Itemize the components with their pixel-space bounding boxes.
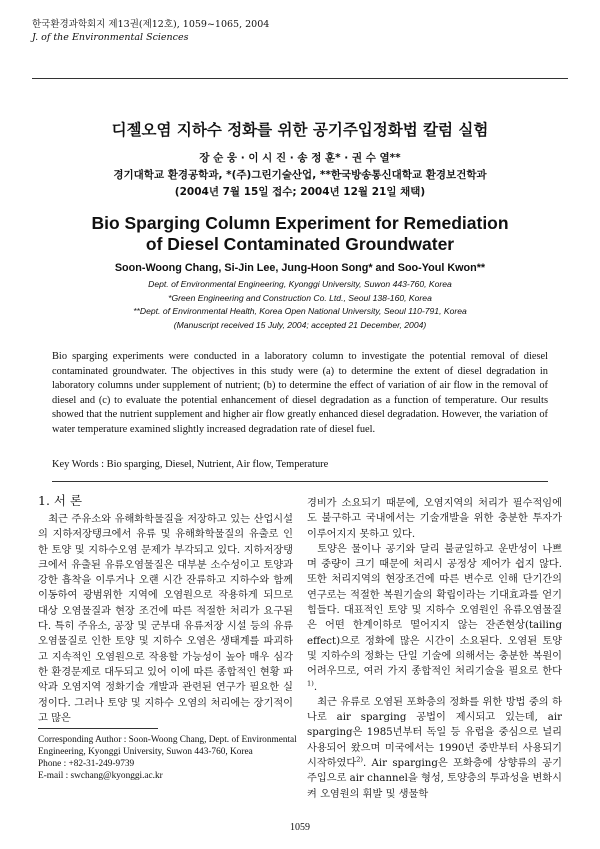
authors-korean: 장 순 웅 · 이 시 진 · 송 정 훈* · 권 수 열** [199,152,401,164]
affiliations-english [0,278,600,332]
abstract-divider [52,481,548,482]
paragraph: 토양은 물이나 공기와 달리 불균일하고 운반성이 나쁘며 중량이 크기 때문에 처리시 공정상 제어가 쉽지 않다. 또한 처리지역의 현장조건에 따른 변수로 인해 단기간의 연구로는 적절한 복원기술의 확립이라는 기대효과를 얻기 힘들다. 대표적인 토양 및 지하수 오염원인 유류오염물질은 어떤 한계이하로 떨어지지 않는 잔존현상(tailing effect)으로 정화에 많은 시간이 소요된다. 오염된 토양 및 지하수의 정화는 단일 기술에 의해서는 충분한 복원이 어려우므로, 여러 가지 종합적인 처리기술을 필요로 한다$^{1)}$. [307,543,562,693]
body-right-column [307,496,562,802]
section-heading-introduction: 1. 서 론 [38,493,83,508]
affiliation-korean: 경기대학교 환경공학과, *(주)그린기술산업, **한국방송통신대학교 환경보건학과 [113,169,487,181]
body-left-column [38,512,293,726]
corresponding-author-footnote [38,734,298,782]
manuscript-dates: (Manuscript received 15 July, 2004; accepted 21 December, 2004) [173,319,427,330]
paragraph: 경비가 소요되기 때문에, 오염지역의 처리가 필수적임에도 불구하고 국내에서는 기술개발을 위한 충분한 투자가 이루어지지 못하고 있다. [307,498,562,540]
journal-header [32,18,269,44]
keywords: Key Words : Bio sparging, Diesel, Nutrient, Air flow, Temperature [52,459,329,470]
affiliation-3: **Dept. of Environmental Health, Korea Open National University, Seoul 110-791, Korea [133,306,467,316]
title-english-line-2: of Diesel Contaminated Groundwater [145,234,455,254]
journal-name-en: J. of the Environmental Sciences [32,32,189,43]
title-english-line-1: Bio Sparging Column Experiment for Remediation [91,213,509,233]
journal-citation-ko: 한국환경과학회지 제13권(제12호), 1059~1065, 2004 [32,19,270,30]
reference-marker: 1) [307,679,314,688]
authors-korean-block [0,150,600,201]
received-date-korean: (2004년 7월 15일 접수; 2004년 12월 21일 채택) [174,186,426,198]
abstract: Bio sparging experiments were conducted in a laboratory column to investigate the potential removal of diesel contaminated groundwater. The objectives in this study were (a) to determine the extent of diesel degradation in laboratory columns under supplement of nutrient; (b) to determine the effect of variation of air flow in the removal of diesel and (c) to evaluate the potential enhancement of diesel degradation as a function of temperature. Our results showed that the nutrient supplement and higher air flow greatly enhanced diesel degradation. However, the variation of water temperature examined slightly increased degradation rate of diesel fuel. [52,351,548,435]
footnote-email: E-mail : swchang@kyonggi.ac.kr [38,771,163,781]
authors-english: Soon-Woong Chang, Si-Jin Lee, Jung-Hoon Song* and Soo-Youl Kwon** [114,262,486,274]
paragraph: 최근 주유소와 유해화학물질을 저장하고 있는 산업시설의 지하저장탱크에서 유류 및 유해화학물질의 유출로 인한 토양 및 지하수오염 문제가 부각되고 있다. 지하저장탱크에서 유출된 유류오염물질은 대부분 소수성이고 토양과 강한 흡착을 이루거나 오랜 시간 잔류하고 지하수와 함께 이동하여 광범위한 지역에 오염원으로 작용하게 되므로 대상 오염물질과 현장 조건에 따른 적절한 처리가 요구된다. 특히 주유소, 공장 및 군부대 유류저장 시설 등의 유류오염물질로 인한 토양 및 지하수 오염은 생태계를 파괴하고 지속적인 오염원으로 작용할 가능성이 높아 매우 심각한 환경문제로 대두되고 있어 이에 따른 종합적인 현황 파악과 오염지역 정화기술 개발과 관련된 연구가 필요한 실정이다. 그러나 토양 및 지하수 오염의 처리에는 장기적이고 많은 [38,514,293,724]
footnote-phone: Phone : +82-31-249-9739 [38,759,135,769]
footnote-divider [38,728,158,729]
paragraph: 최근 유류로 오염된 포화층의 정화를 위한 방법 중의 하나로 air sparging 공법이 제시되고 있는데, air sparging은 1985년부터 독일 등 유럽을 중심으로 널리 사용되어 왔으며 미국에서는 1990년 중반부터 사용되기 시작하였다$^{2)}$. Air sparging은 포화층에 상향류의 공기 주입으로 air channel을 형성, 토양층의 투과성을 변화시켜 오염원의 휘발 및 생물학 [307,696,562,800]
page-number: 1059 [290,822,310,833]
footnote-author: Corresponding Author : Soon-Woong Chang, Dept. of Environmental Engineering, Kyonggi University, Suwon 443-760, Korea [38,735,297,757]
header-divider [32,78,568,79]
affiliation-2: *Green Engineering and Construction Co. Ltd., Seoul 138-160, Korea [168,292,432,303]
reference-marker: 2) [356,755,364,764]
title-english [0,213,600,255]
title-korean: 디젤오염 지하수 정화를 위한 공기주입정화법 칼럼 실험 [111,121,489,139]
affiliation-1: Dept. of Environmental Engineering, Kyonggi University, Suwon 443-760, Korea [148,279,452,289]
